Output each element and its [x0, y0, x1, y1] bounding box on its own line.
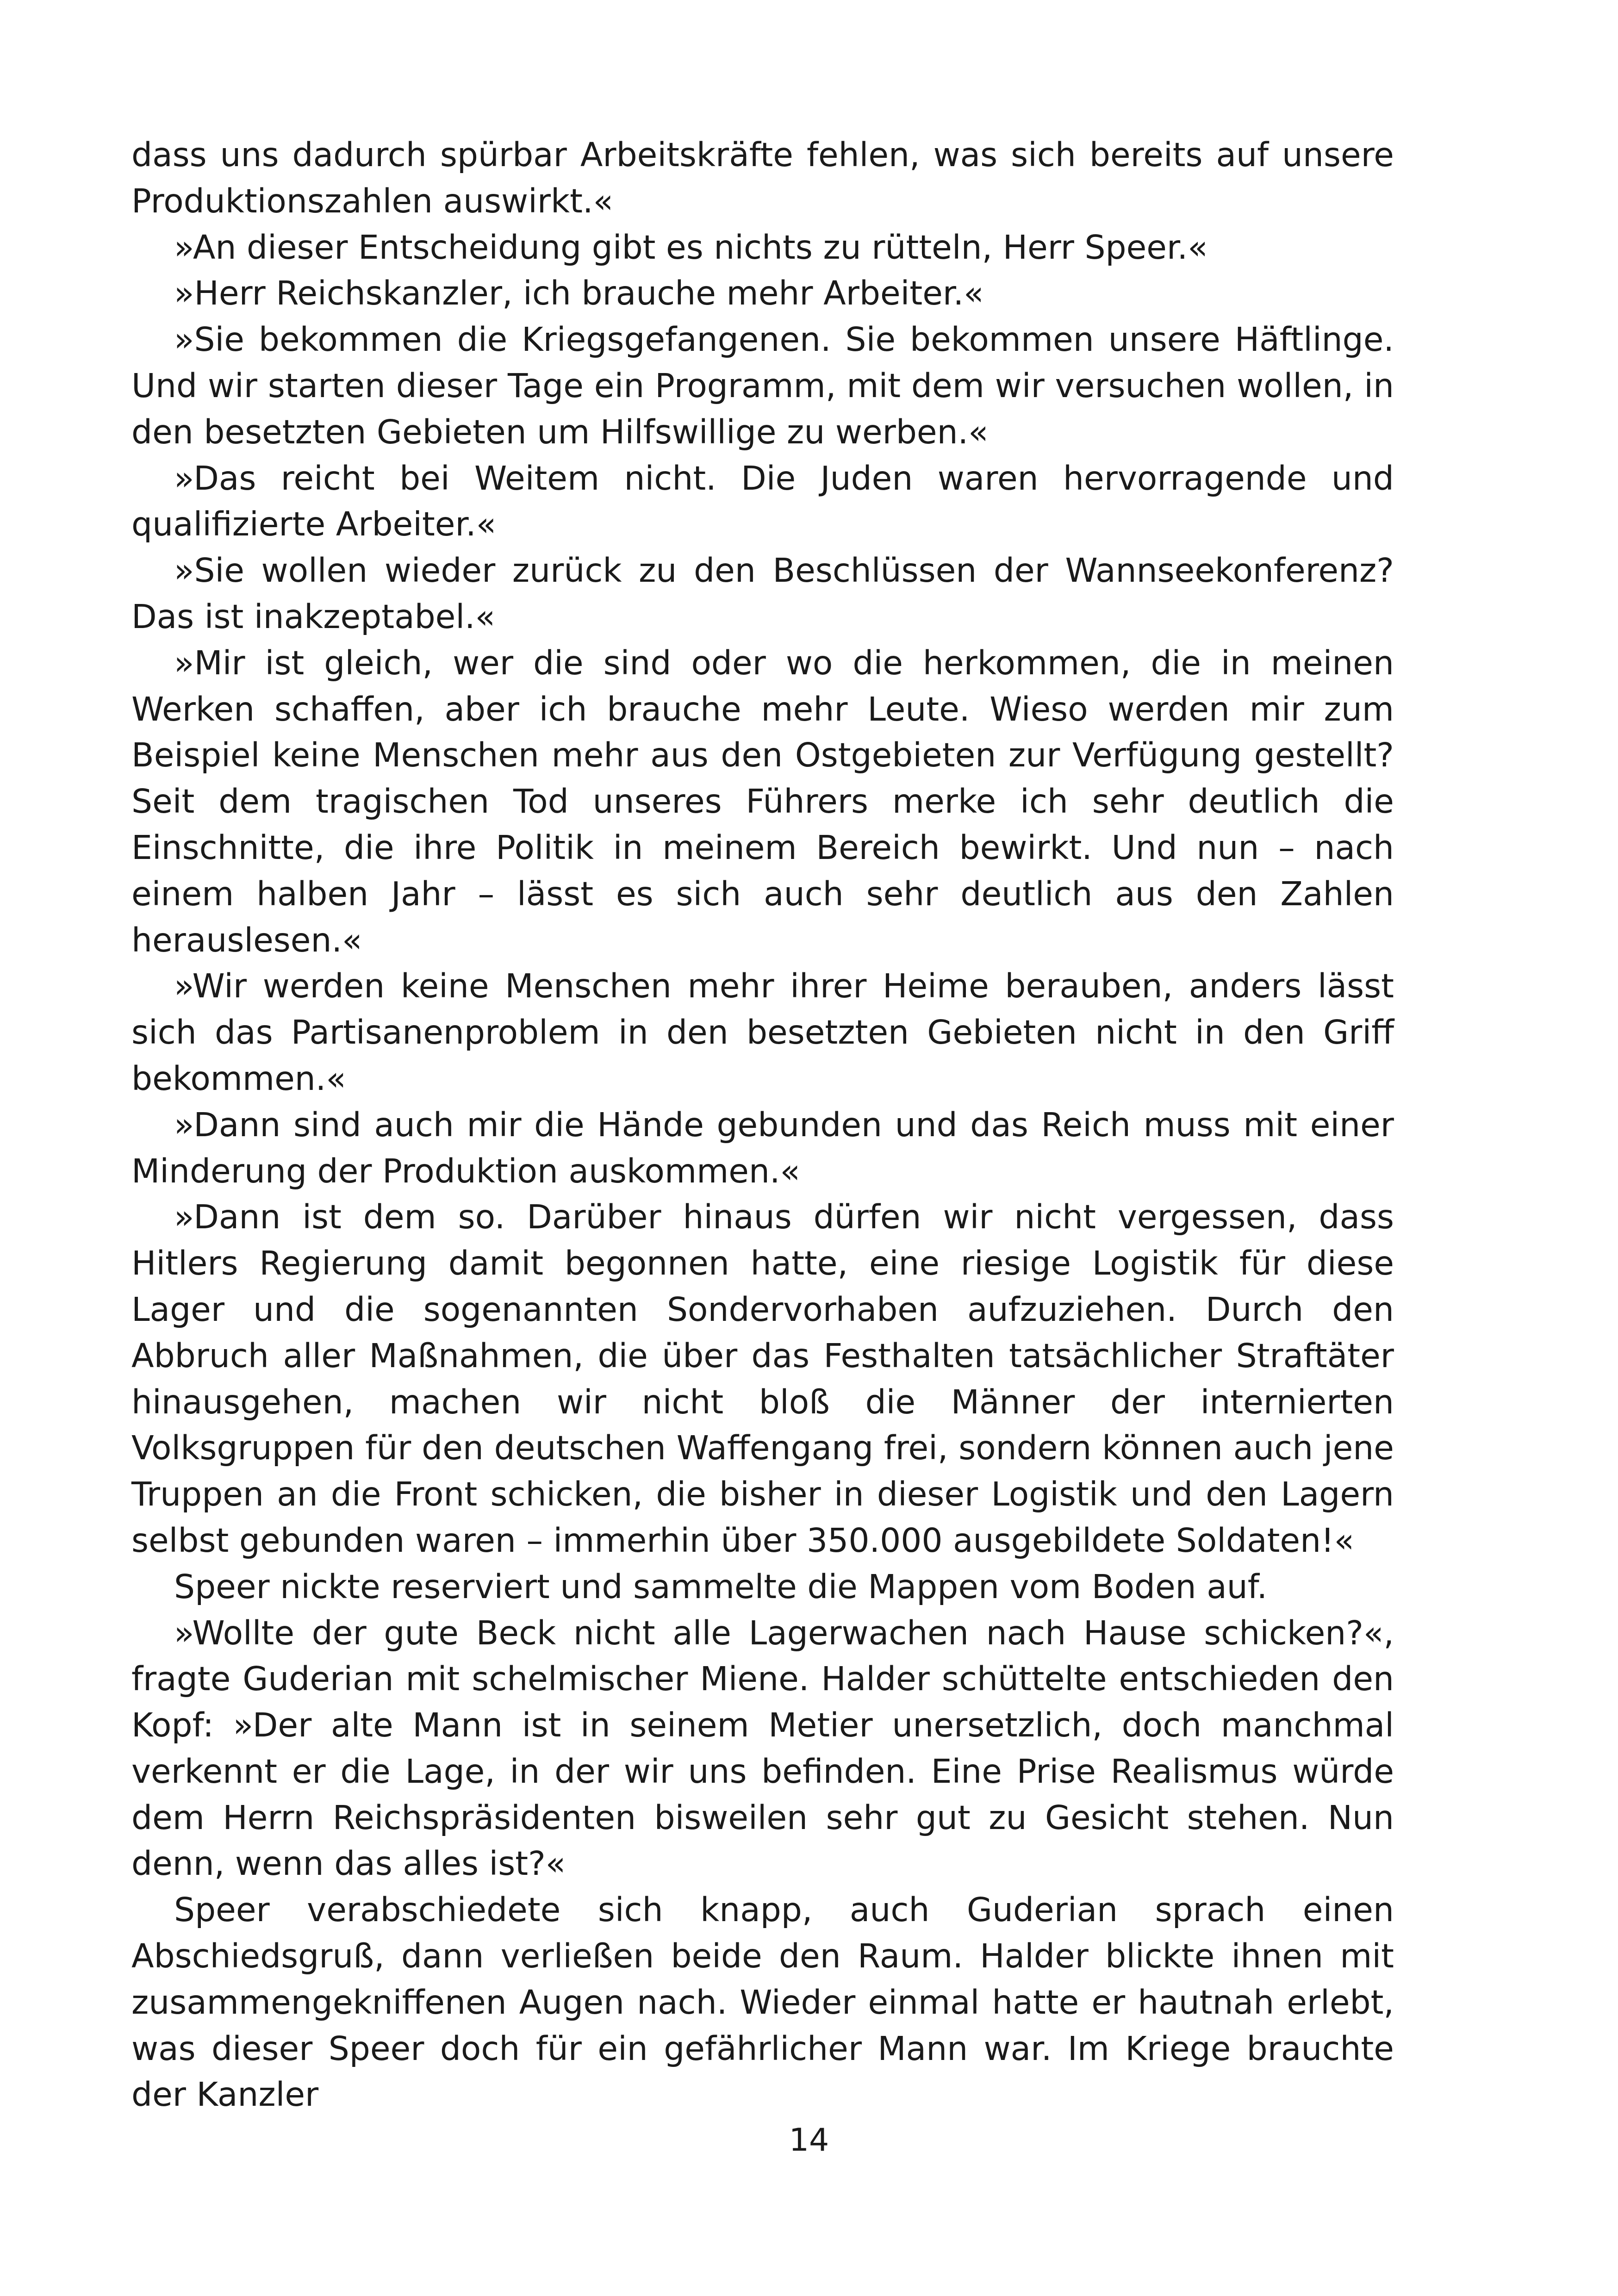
paragraph: »Dann ist dem so. Darüber hinaus dürfen wir nicht vergessen, dass Hitlers Regierung damit begonnen hatte, eine riesige Logistik für diese Lager und die sogenannten Sondervorhaben aufzuziehen. Durch den Abbruch aller Maßnahmen, die über das Festhalten tatsächlicher Straftäter hinausgehen, machen wir nicht bloß die Männer der internierten Volksgruppen für den deutschen Waffengang frei, sondern können auch jene Truppen an die Front schicken, die bisher in dieser Logistik und den Lagern selbst gebunden waren – immerhin über 350.000 ausgebildete Soldaten!«	[131, 1198, 1394, 1560]
paragraph: »Dann sind auch mir die Hände gebunden und das Reich muss mit einer Minderung der Produktion auskommen.«	[131, 1105, 1394, 1190]
paragraph: »An dieser Entscheidung gibt es nichts zu rütteln, Herr Speer.«	[174, 228, 1208, 267]
paragraph: »Herr Reichskanzler, ich brauche mehr Arbeiter.«	[174, 274, 984, 313]
paragraph: Speer nickte reserviert und sammelte die Mappen vom Boden auf.	[174, 1567, 1268, 1606]
paragraph: »Wollte der gute Beck nicht alle Lagerwachen nach Hause schicken?«, fragte Guderian mit schelmischer Miene. Halder schüttelte entschieden den Kopf: »Der alte Mann ist in seinem Metier unersetzlich, doch manchmal verkennt er die Lage, in der wir uns befinden. Eine Prise Realismus würde dem Herrn Reichspräsidenten bisweilen sehr gut zu Gesicht stehen. Nun denn, wenn das alles ist?«	[131, 1613, 1394, 1883]
page-number: 14	[789, 2122, 829, 2159]
paragraph: »Sie bekommen die Kriegsgefangenen. Sie bekommen unsere Häftlinge. Und wir starten dieser Tage ein Programm, mit dem wir versuchen wollen, in den besetzten Gebieten um Hilfswillige zu werben.«	[131, 320, 1394, 451]
paragraph: »Sie wollen wieder zurück zu den Beschlüssen der Wannseekonferenz? Das ist inakzeptabel.«	[131, 551, 1394, 636]
body-text	[131, 132, 1394, 2118]
paragraph: Speer verabschiedete sich knapp, auch Guderian sprach einen Abschiedsgruß, dann verließen beide den Raum. Halder blickte ihnen mit zusammengekniffenen Augen nach. Wieder einmal hatte er hautnah erlebt, was dieser Speer doch für ein gefährlicher Mann war. Im Kriege brauchte der Kanzler	[131, 1891, 1394, 2114]
paragraph: »Wir werden keine Menschen mehr ihrer Heime berauben, anders lässt sich das Partisanenproblem in den besetzten Gebieten nicht in den Griff bekommen.«	[131, 967, 1394, 1098]
paragraph: »Das reicht bei Weitem nicht. Die Juden waren hervorragende und qualifizierte Arbeiter.«	[131, 459, 1394, 544]
paragraph: »Mir ist gleich, wer die sind oder wo die herkommen, die in meinen Werken schaffen, aber ich brauche mehr Leute. Wieso werden mir zum Beispiel keine Menschen mehr aus den Ostgebieten zur Verfügung gestellt? Seit dem tragischen Tod unseres Führers merke ich sehr deutlich die Einschnitte, die ihre Politik in meinem Bereich bewirkt. Und nun – nach einem halben Jahr – lässt es sich auch sehr deutlich aus den Zahlen herauslesen.«	[131, 643, 1394, 959]
paragraph-continuation: dass uns dadurch spürbar Arbeitskräfte fehlen, was sich bereits auf unsere Produktionszahlen auswirkt.«	[131, 136, 1394, 220]
